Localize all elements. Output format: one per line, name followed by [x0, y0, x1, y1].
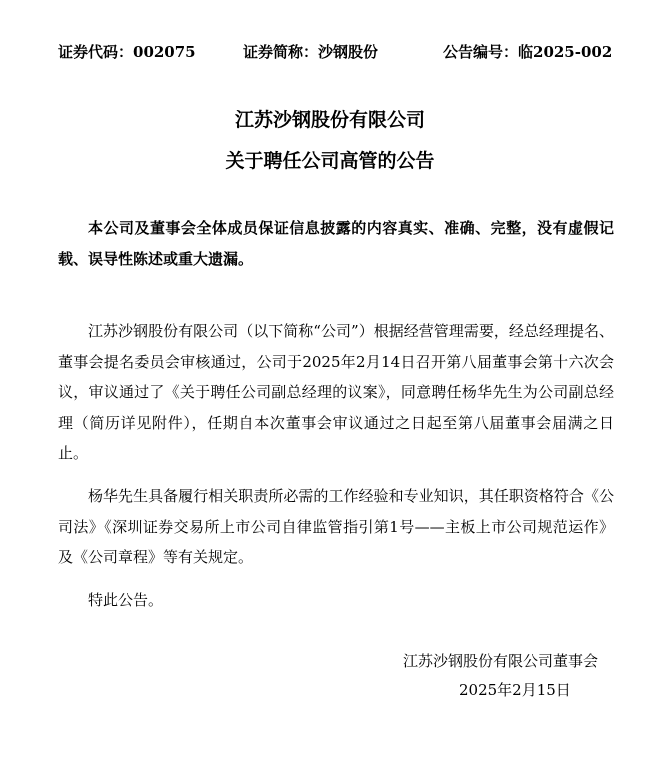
company-title: 江苏沙钢股份有限公司	[234, 109, 425, 131]
stock-code: 证券代码：002075	[58, 43, 196, 61]
body-paragraph-closing: 特此公告。	[88, 591, 164, 609]
signature-date: 2025年2月15日	[459, 681, 571, 699]
notice-title: 关于聘任公司高管的公告	[225, 150, 435, 172]
body-paragraph-appointment: 江苏沙钢股份有限公司（以下简称“公司”）根据经营管理需要，经总经理提名、董事会提名委员会审核通过，公司于2025年2月14日召开第八届董事会第十六次会议，审议通过了《关于聘任公司副总经理的议案》，同意聘任杨华先生为公司副总经理（简历详见附件），任期自本次董事会审议通过之日起至第八届董事会届满之日止。	[58, 322, 614, 462]
declaration-paragraph: 本公司及董事会全体成员保证信息披露的内容真实、准确、完整，没有虚假记载、误导性陈述或重大遗漏。	[58, 219, 614, 268]
notice-number: 公告编号：临2025-002	[443, 43, 613, 61]
body-paragraph-qualification: 杨华先生具备履行相关职责所必需的工作经验和专业知识，其任职资格符合《公司法》《深圳证券交易所上市公司自律监管指引第1号——主板上市公司规范运作》及《公司章程》等有关规定。	[58, 487, 614, 566]
signature-issuer: 江苏沙钢股份有限公司董事会	[403, 652, 599, 670]
stock-abbreviation: 证券简称：沙钢股份	[243, 43, 379, 61]
